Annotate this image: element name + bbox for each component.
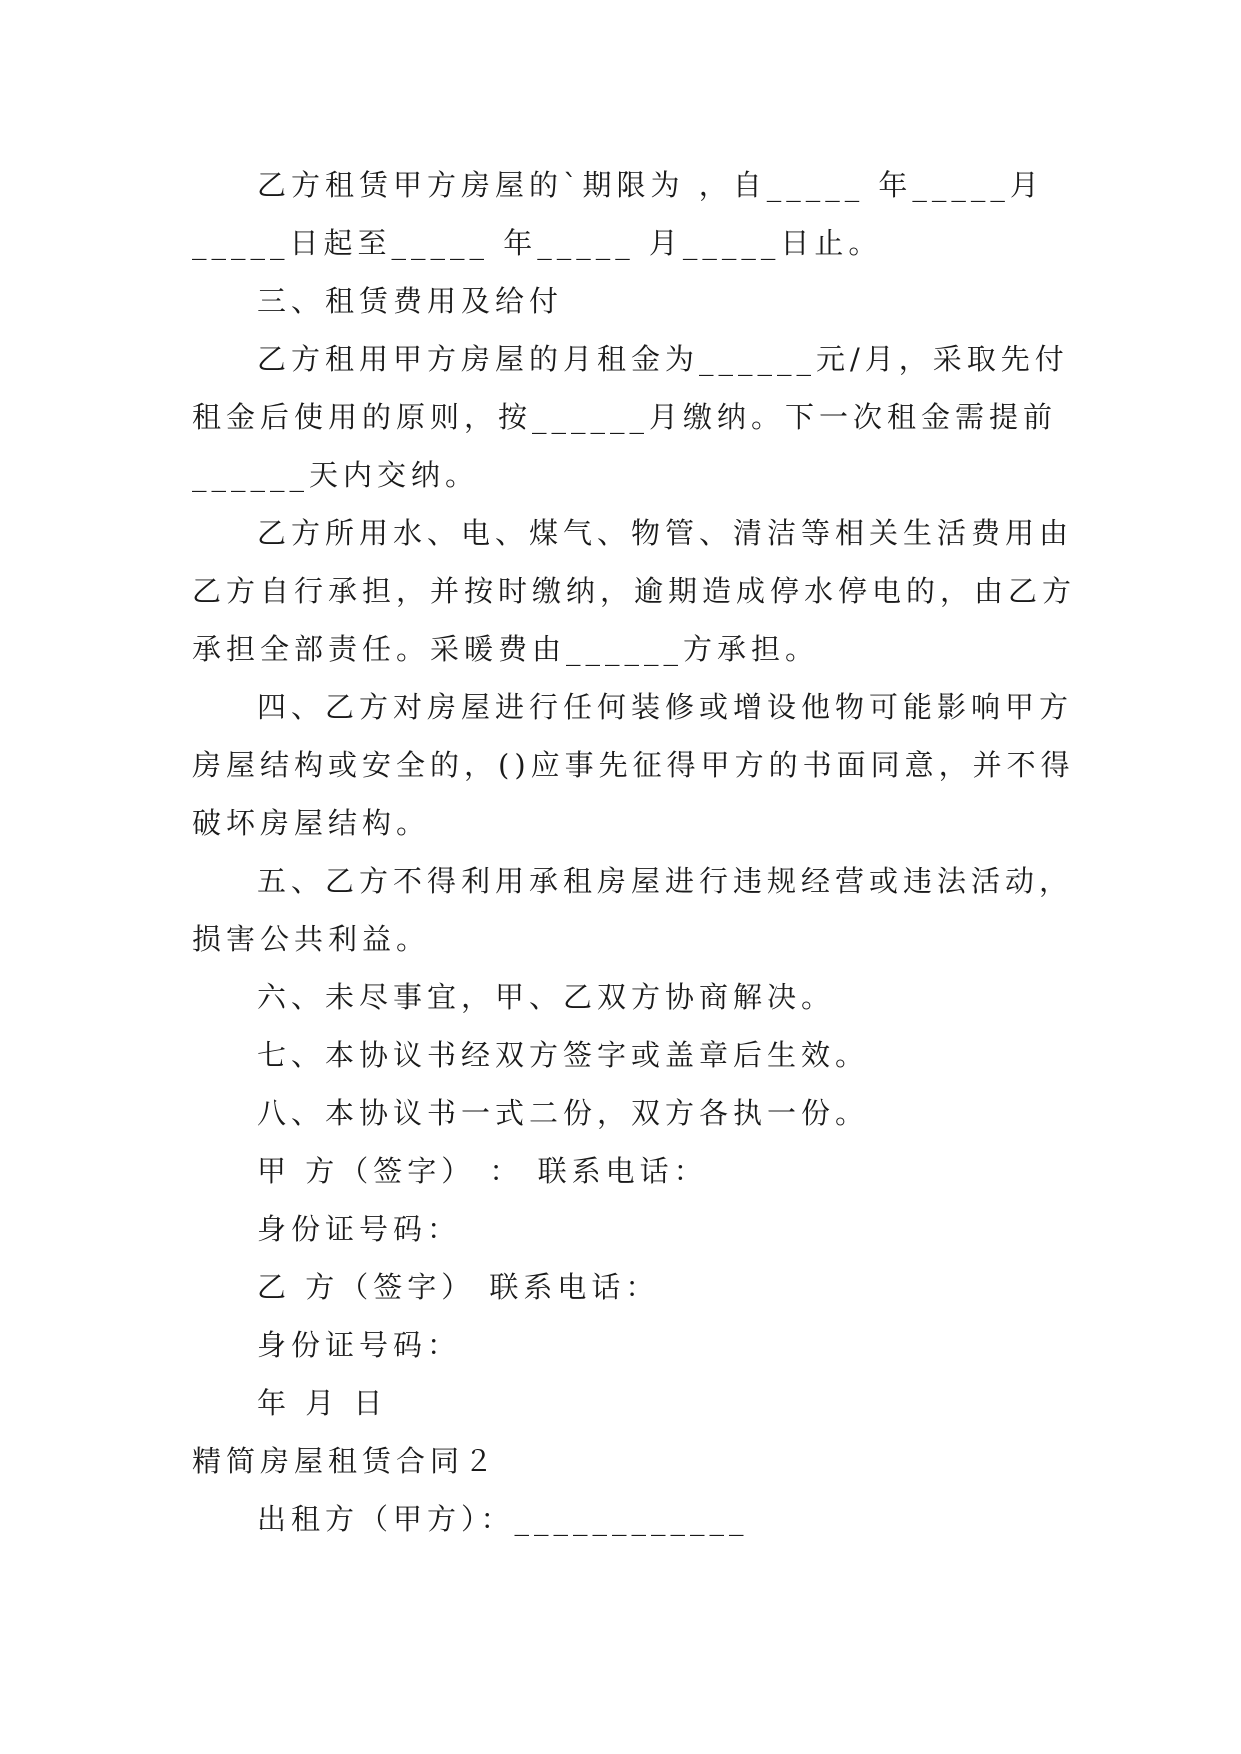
lessor-line: 出租方（甲方）：____________ bbox=[257, 1502, 749, 1536]
paragraph-utilities-line-2: 乙方自行承担，并按时缴纳，逾期造成停水停电的，由乙方 bbox=[192, 574, 1077, 608]
party-b-signature-line: 乙 方（签字） 联系电话： bbox=[257, 1270, 660, 1304]
clause-eight: 八、本协议书一式二份，双方各执一份。 bbox=[257, 1096, 870, 1130]
paragraph-renovation-line-3: 破坏房屋结构。 bbox=[192, 806, 431, 840]
paragraph-rent-line-1: 乙方租用甲方房屋的月租金为______元/月，采取先付 bbox=[257, 342, 1069, 376]
paragraph-lease-term-line-1: 乙方租赁甲方房屋的`期限为 ，自_____ 年_____月 bbox=[257, 168, 1044, 202]
contract-2-title: 精简房屋租赁合同２ bbox=[192, 1444, 499, 1478]
date-line: 年 月 日 bbox=[257, 1386, 388, 1420]
paragraph-renovation-line-2: 房屋结构或安全的，()应事先征得甲方的书面同意，并不得 bbox=[192, 748, 1075, 782]
party-b-id-line: 身份证号码： bbox=[257, 1328, 462, 1362]
paragraph-renovation-line-1: 四、乙方对房屋进行任何装修或增设他物可能影响甲方 bbox=[257, 690, 1074, 724]
paragraph-rent-line-2: 租金后使用的原则，按______月缴纳。下一次租金需提前 bbox=[192, 400, 1058, 434]
paragraph-lease-term-line-2: _____日起至_____ 年_____ 月_____日止。 bbox=[192, 226, 883, 260]
clause-seven: 七、本协议书经双方签字或盖章后生效。 bbox=[257, 1038, 870, 1072]
paragraph-rent-line-3: ______天内交纳。 bbox=[192, 458, 480, 492]
party-a-id-line: 身份证号码： bbox=[257, 1212, 462, 1246]
paragraph-utilities-line-1: 乙方所用水、电、煤气、物管、清洁等相关生活费用由 bbox=[257, 516, 1074, 550]
clause-six: 六、未尽事宜，甲、乙双方协商解决。 bbox=[257, 980, 836, 1014]
party-a-signature-line: 甲 方（签字） ： 联系电话： bbox=[257, 1154, 708, 1188]
paragraph-prohibition-line-2: 损害公共利益。 bbox=[192, 922, 431, 956]
paragraph-prohibition-line-1: 五、乙方不得利用承租房屋进行违规经营或违法活动， bbox=[257, 864, 1074, 898]
section-heading-rent: 三、租赁费用及给付 bbox=[257, 284, 564, 318]
paragraph-utilities-line-3: 承担全部责任。采暖费由______方承担。 bbox=[192, 632, 820, 666]
